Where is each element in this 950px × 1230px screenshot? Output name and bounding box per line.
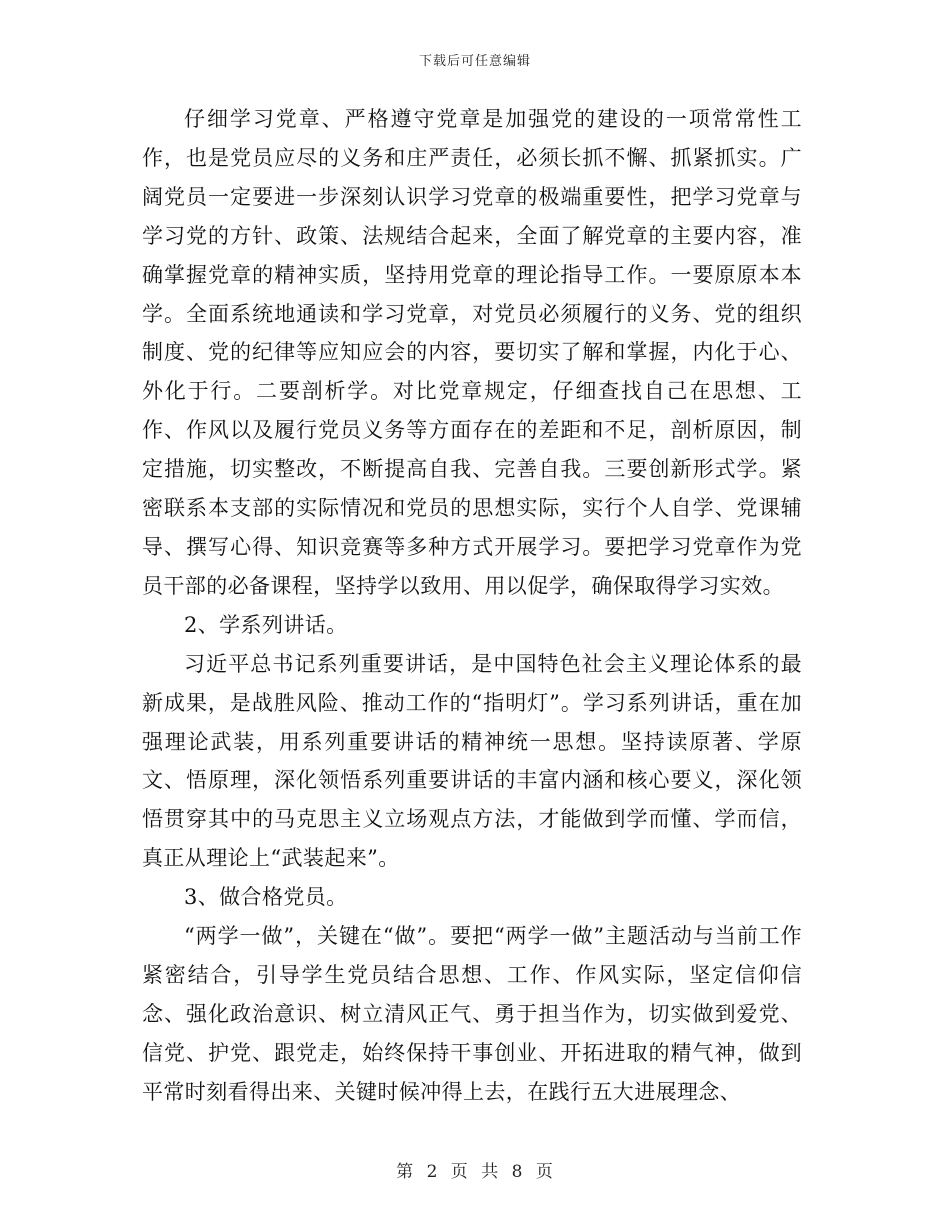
page-number-footer: 第 2 页 共 8 页 (396, 1162, 554, 1182)
page-header: 下载后可任意编辑 (418, 54, 531, 69)
section-heading-qualified-member: 3、做合格党员。 (184, 885, 348, 910)
document-body (142, 100, 802, 1112)
section-heading-study-speeches: 2、学系列讲话。 (184, 612, 348, 637)
paragraph-study-speeches: 习近平总书记系列重要讲话，是中国特色社会主义理论体系的最新成果，是战胜风险、推动工作的“指明灯”。学习系列讲话，重在加强理论武装，用系列重要讲话的精神统一思想。坚持读原著、学原文、悟原理，深化领悟系列重要讲话的丰富内涵和核心要义，深化领悟贯穿其中的马克思主义立场观点方法，才能做到学而懂、学而信，真正从理论上“武装起来”。 (142, 651, 802, 871)
paragraph-study-party-constitution: 仔细学习党章、严格遵守党章是加强党的建设的一项常常性工作，也是党员应尽的义务和庄严责任，必须长抓不懈、抓紧抓实。广阔党员一定要进一步深刻认识学习党章的极端重要性，把学习党章与学习党的方针、政策、法规结合起来，全面了解党章的主要内容，准确掌握党章的精神实质，坚持用党章的理论指导工作。一要原原本本学。全面系统地通读和学习党章，对党员必须履行的义务、党的组织制度、党的纪律等应知应会的内容，要切实了解和掌握，内化于心、外化于行。二要剖析学。对比党章规定，仔细查找自己在思想、工作、作风以及履行党员义务等方面存在的差距和不足，剖析原因，制定措施，切实整改，不断提高自我、完善自我。三要创新形式学。紧密联系本支部的实际情况和党员的思想实际，实行个人自学、党课辅导、撰写心得、知识竞赛等多种方式开展学习。要把学习党章作为党员干部的必备课程，坚持学以致用、用以促学，确保取得学习实效。 (142, 107, 802, 598)
paragraph-qualified-member: “两学一做”，关键在“做”。要把“两学一做”主题活动与当前工作紧密结合，引导学生党员结合思想、工作、作风实际，坚定信仰信念、强化政治意识、树立清风正气、勇于担当作为，切实做到爱党、信党、护党、跟党走，始终保持干事创业、开拓进取的精气神，做到平常时刻看得出来、关键时候冲得上去，在践行五大进展理念、 (142, 924, 802, 1104)
